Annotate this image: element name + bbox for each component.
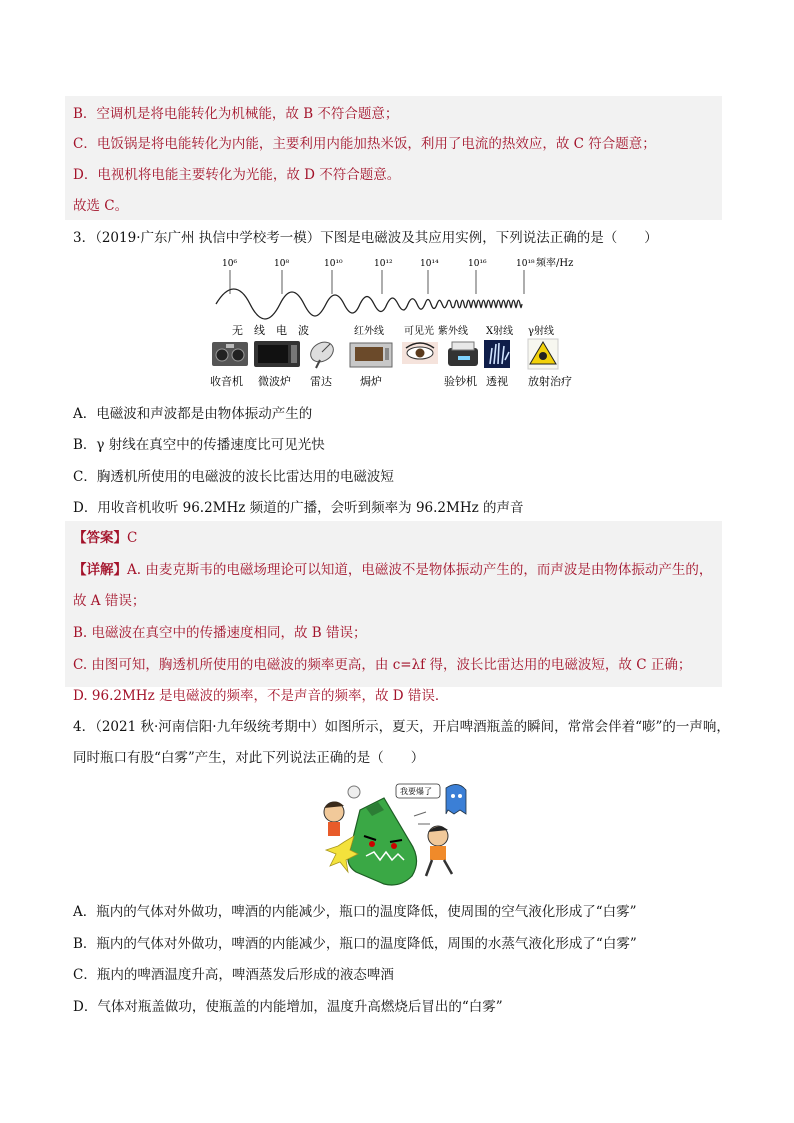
band-label: 紫外线: [438, 326, 468, 337]
device-label: 透视: [486, 375, 508, 388]
oven-image: [350, 343, 392, 367]
prev-explain-b: B．空调机是将电能转化为机械能，故 B 不符合题意；: [73, 106, 399, 122]
freq-tick: 10¹²: [374, 259, 393, 269]
q4-stem-2: 同时瓶口有股“白雾”产生，对此下列说法正确的是（ ）: [73, 750, 425, 766]
band-label: X射线: [486, 326, 514, 337]
q3-detail-1: [73, 560, 712, 580]
q3-option-a: A．电磁波和声波都是由物体振动产生的: [73, 406, 313, 422]
device-label: 焗炉: [360, 375, 382, 388]
eye-image: [402, 342, 438, 364]
q4-option-a: A．瓶内的气体对外做功，啤酒的内能减少，瓶口的温度降低，使周围的空气液化形成了“白雾”: [73, 904, 637, 920]
prev-conclusion: 故选 C。: [73, 198, 129, 214]
bottle: [348, 798, 417, 885]
device-label: 收音机: [210, 375, 243, 388]
band-label: γ射线: [528, 326, 554, 337]
speech-bubble-text: 我要爆了: [400, 787, 432, 796]
q3-option-d: D．用收音机收听 96.2MHz 频道的广播，会听到频率为 96.2MHz 的声音: [73, 500, 524, 516]
band-label: 无 线 电 波: [232, 324, 309, 337]
q3-detail-3: B. 电磁波在真空中的传播速度相同，故 B 错误；: [73, 625, 367, 641]
q4-option-c: C．瓶内的啤酒温度升高，啤酒蒸发后形成的液态啤酒: [73, 967, 394, 983]
freq-unit: 频率/Hz: [536, 258, 574, 269]
device-label: 放射治疗: [528, 375, 572, 388]
xray-hand-image: [484, 340, 510, 368]
freq-tick: 10⁸: [274, 259, 290, 269]
freq-tick: 10¹⁸: [516, 259, 535, 269]
prev-explain-c: C．电饭锅是将电能转化为内能，主要利用内能加热米饭，利用了电流的热效应，故 C 符合题意；: [73, 136, 656, 152]
prev-explain-d: D．电视机将电能主要转化为光能，故 D 不符合题意。: [73, 167, 401, 183]
freq-tick: 10⁶: [222, 259, 238, 269]
q3-option-b: B．γ 射线在真空中的传播速度比可见光快: [73, 437, 325, 453]
microwave-image: [254, 341, 300, 367]
radio-image: [212, 342, 248, 366]
device-label: 微波炉: [258, 375, 291, 388]
detail-text: A. 由麦克斯韦的电磁场理论可以知道，电磁波不是物体振动产生的，而声波是由物体振动产生的，: [127, 562, 713, 578]
device-label: 验钞机: [444, 375, 477, 388]
radiation-sign-image: [528, 339, 558, 369]
answer-value: C: [127, 530, 138, 546]
freq-tick: 10¹⁴: [420, 259, 439, 269]
q3-detail-5: D. 96.2MHz 是电磁波的频率，不是声音的频率，故 D 错误．: [73, 688, 449, 704]
freq-tick: 10¹⁶: [468, 259, 487, 269]
q4-option-d: D．气体对瓶盖做功，使瓶盖的内能增加，温度升高燃烧后冒出的“白雾”: [73, 999, 503, 1015]
banknote-checker-image: [448, 342, 478, 366]
em-spectrum-figure: [210, 252, 590, 392]
q3-detail-2: 故 A 错误；: [73, 593, 146, 609]
band-label: 可见光: [404, 326, 434, 337]
q4-stem-1: 4．（2021 秋·河南信阳·九年级统考期中）如图所示，夏天，开启啤酒瓶盖的瞬间，常常会伴着“嘭”的一声响，: [73, 719, 730, 735]
ghost-figure: [446, 784, 466, 814]
beer-bottle-cartoon: [314, 780, 480, 890]
device-label: 雷达: [310, 375, 332, 388]
band-label: 红外线: [354, 326, 384, 337]
answer-label: 【答案】: [73, 530, 127, 546]
radar-image: [307, 338, 337, 368]
q3-stem: 3．（2019·广东广州 执信中学校考一模）下图是电磁波及其应用实例，下列说法正确的是（ ）: [73, 230, 658, 246]
q3-answer: [73, 528, 137, 548]
freq-tick: 10¹⁰: [324, 259, 343, 269]
q3-detail-4: C. 由图可知，胸透机所使用的电磁波的频率更高，由 c=λf 得，波长比雷达用的电磁波短，故 C 正确；: [73, 657, 692, 673]
detail-label: 【详解】: [73, 562, 127, 578]
q4-option-b: B．瓶内的气体对外做功，啤酒的内能减少，瓶口的温度降低，周围的水蒸气液化形成了“白雾”: [73, 936, 637, 952]
q3-option-c: C．胸透机所使用的电磁波的波长比雷达用的电磁波短: [73, 469, 394, 485]
